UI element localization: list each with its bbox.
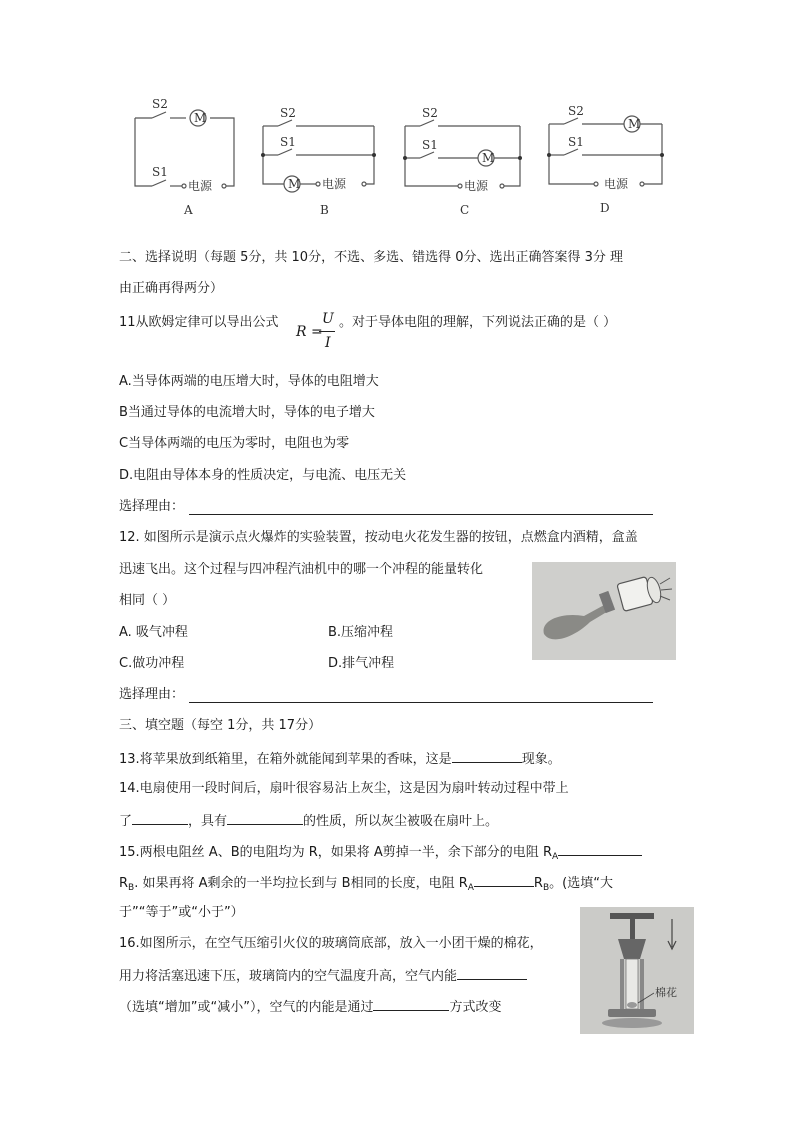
- source-label: 电源: [604, 177, 629, 191]
- q12-option-a: A. 吸气冲程: [119, 625, 188, 640]
- q13-blank[interactable]: [452, 748, 522, 763]
- q12-reason-blank[interactable]: [189, 688, 653, 703]
- circuit-diagram-a: [130, 97, 240, 224]
- q15-line2: $R_B$. 如果再将 A剩余的一半均拉长到与 B相同的长度，电阻 $R_A$ $R_B$。(选填“大: [119, 872, 613, 895]
- q14-line2: 了 ，具有 的性质，所以灰尘被吸在扇叶上。: [119, 810, 498, 832]
- q16-line2: 用力将活塞迅速下压，玻璃筒内的空气温度升高，空气内能: [119, 965, 527, 987]
- q12-stem-line1: 12. 如图所示是演示点火爆炸的实验装置，按动电火花发生器的按钮，点燃盒内酒精，盒盖: [119, 530, 638, 545]
- q11-stem-cont: 。对于导体电阻的理解，下列说法正确的是（ ）: [339, 315, 617, 330]
- switch-s2-label: S2: [280, 106, 296, 120]
- section2-heading-cont: 由正确再得两分）: [119, 281, 224, 296]
- circuit-label-b: B: [320, 203, 329, 217]
- section3-heading: 三、填空题（每空 1分，共 17分）: [119, 718, 322, 733]
- q12-stem-line2: 迅速飞出。这个过程与四冲程汽油机中的哪一个冲程的能量转化: [119, 562, 484, 577]
- q12-option-b: B.压缩冲程: [328, 625, 394, 640]
- q16-line1: 16.如图所示，在空气压缩引火仪的玻璃筒底部，放入一小团干燥的棉花，: [119, 936, 543, 951]
- q12-reason-label: 选择理由：: [119, 687, 185, 702]
- q11-option-a: A.当导体两端的电压增大时，导体的电阻增大: [119, 374, 379, 389]
- source-label: 电源: [464, 179, 489, 193]
- ignition-apparatus-image: [532, 562, 676, 660]
- source-label: 电源: [188, 179, 213, 193]
- q12-stem-line3: 相同（ ）: [119, 593, 176, 608]
- q14-blank-2[interactable]: [227, 810, 303, 825]
- circuit-diagram-b: [258, 100, 378, 224]
- section2-heading: 二、选择说明（每题 5分，共 10分，不选、多选、错选得 0分、选出正确答案得 3分 理: [119, 250, 624, 265]
- circuit-label-c: C: [460, 203, 470, 217]
- switch-s1-label: S1: [422, 138, 438, 152]
- q11-option-c: C当导体两端的电压为零时，电阻也为零: [119, 436, 350, 451]
- q16-blank-1[interactable]: [457, 965, 527, 980]
- q15-blank-1[interactable]: [558, 841, 642, 856]
- switch-s2-label: S2: [152, 97, 168, 111]
- source-label: 电源: [322, 177, 347, 191]
- switch-s1-label: S1: [280, 135, 296, 149]
- q15-line1: 15.两根电阻丝 A、B的电阻均为 R，如果将 A剪掉一半，余下部分的电阻 $R_A$: [119, 841, 642, 864]
- q11-reason-label: 选择理由：: [119, 499, 185, 514]
- switch-s1-label: S1: [152, 165, 168, 179]
- motor-label: M: [482, 151, 495, 165]
- switch-s1-label: S1: [568, 135, 584, 149]
- motor-label: M: [628, 117, 641, 131]
- formula-numerator: U: [322, 311, 334, 327]
- q12-option-c: C.做功冲程: [119, 656, 185, 671]
- switch-s2-label: S2: [422, 106, 438, 120]
- circuit-diagram-c: [400, 100, 524, 224]
- q15-line3: 于”“等于”或“小于”）: [119, 905, 244, 920]
- q11-reason-blank[interactable]: [189, 500, 653, 515]
- q11-option-d: D.电阻由导体本身的性质决定，与电流、电压无关: [119, 468, 407, 483]
- cotton-label: 棉花: [655, 986, 677, 999]
- q14-line1: 14.电扇使用一段时间后，扇叶很容易沾上灰尘，这是因为扇叶转动过程中带上: [119, 781, 569, 796]
- motor-label: M: [288, 177, 301, 191]
- q14-blank-1[interactable]: [132, 810, 188, 825]
- q16-line3: （选填“增加”或“减小”），空气的内能是通过 方式改变: [119, 996, 501, 1018]
- circuit-label-d: D: [600, 201, 610, 215]
- formula-denominator: I: [325, 335, 331, 351]
- circuit-label-a: A: [184, 203, 193, 217]
- q12-option-d: D.排气冲程: [328, 656, 395, 671]
- fraction-bar: [319, 331, 335, 332]
- q16-blank-2[interactable]: [373, 996, 449, 1011]
- motor-label: M: [194, 111, 207, 125]
- q11-option-b: B当通过导体的电流增大时，导体的电子增大: [119, 405, 375, 420]
- q11-stem: 11从欧姆定律可以导出公式: [119, 315, 279, 330]
- compression-igniter-image: [580, 907, 694, 1034]
- q15-blank-2[interactable]: [474, 872, 534, 887]
- formula-lhs: R =: [296, 324, 323, 340]
- q13-text: 13.将苹果放到纸箱里，在箱外就能闻到苹果的香味，这是 现象。: [119, 748, 561, 770]
- circuit-diagram-d: [544, 100, 668, 224]
- switch-s2-label: S2: [568, 104, 584, 118]
